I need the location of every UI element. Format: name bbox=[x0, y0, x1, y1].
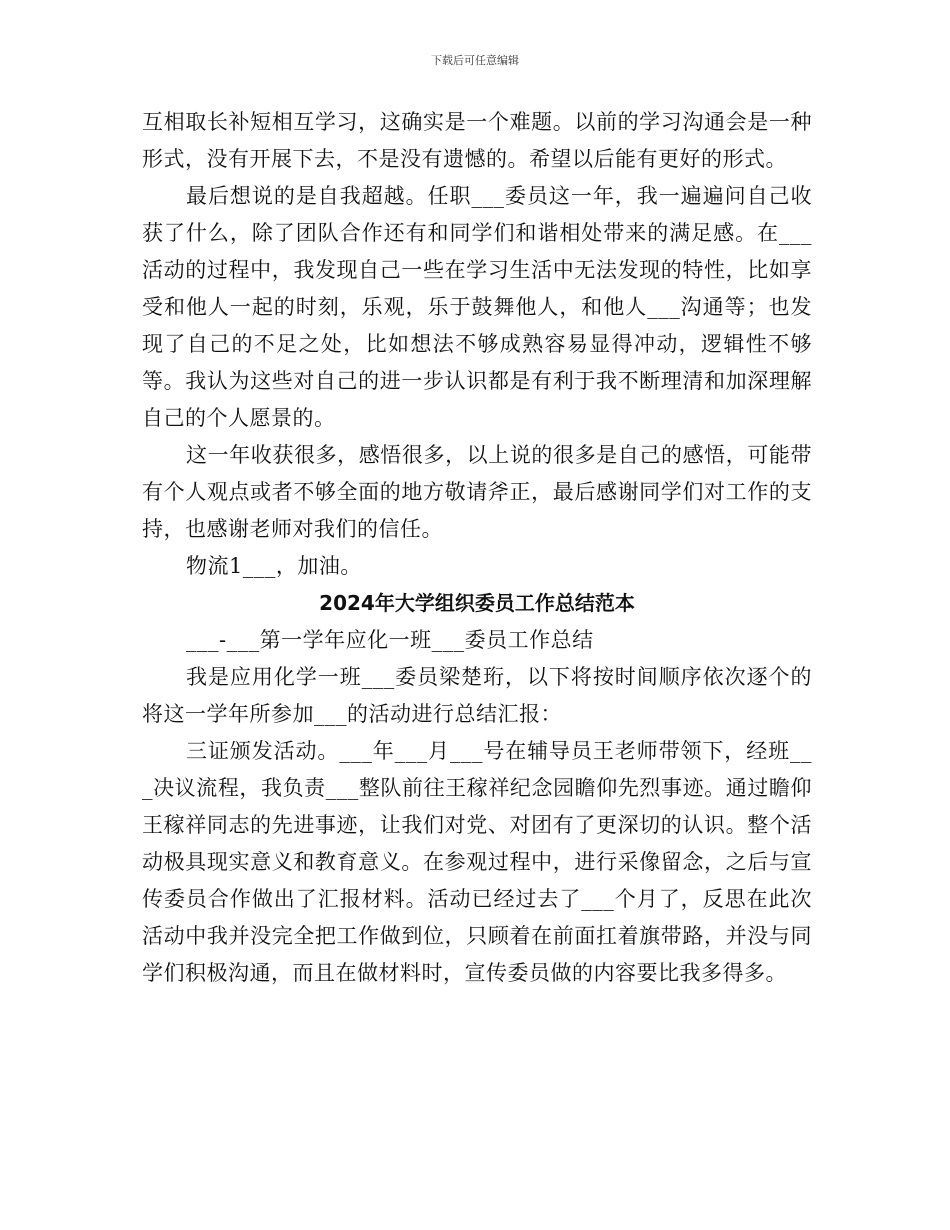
document-body bbox=[142, 104, 812, 992]
paragraph-gains: 这一年收获很多，感悟很多，以上说的很多是自己的感悟，可能带有个人观点或者不够全面的地方敬请斧正，最后感谢同学们对工作的支持，也感谢老师对我们的信任。 bbox=[142, 443, 812, 541]
section-title: 2024年大学组织委员工作总结范本 bbox=[319, 591, 635, 615]
paragraph-closing: 物流1___，加油。 bbox=[186, 554, 362, 578]
paragraph-subtitle: ___-___第一学年应化一班___委员工作总结 bbox=[186, 628, 594, 652]
paragraph-certificate-activity: 三证颁发活动。___年___月___号在辅导员王老师带领下，经班___决议流程，我负责___整队前往王稼祥纪念园瞻仰先烈事迹。通过瞻仰王稼祥同志的先进事迹，让我们对党、对团有了更深切的认识。整个活动极具现实意义和教育意义。在参观过程中，进行采像留念，之后与宣传委员合作做出了汇报材料。活动已经过去了___个月了，反思在此次活动中我并没完全把工作做到位，只顾着在前面扛着旗带路，并没与同学们积极沟通，而且在做材料时，宣传委员做的内容要比我多得多。 bbox=[142, 739, 812, 985]
paragraph-self-transcendence: 最后想说的是自我超越。任职___委员这一年，我一遍遍问自己收获了什么，除了团队合作还有和同学们和谐相处带来的满足感。在___活动的过程中，我发现自己一些在学习生活中无法发现的特性，比如享受和他人一起的时刻，乐观，乐于鼓舞他人，和他人___沟通等；也发现了自己的不足之处，比如想法不够成熟容易显得冲动，逻辑性不够等。我认为这些对自己的进一步认识都是有利于我不断理清和加深理解自己的个人愿景的。 bbox=[142, 184, 812, 430]
page-header: 下载后可任意编辑 bbox=[431, 54, 519, 67]
paragraph-continuation: 互相取长补短相互学习，这确实是一个难题。以前的学习沟通会是一种形式，没有开展下去，不是没有遗憾的。希望以后能有更好的形式。 bbox=[142, 110, 812, 171]
paragraph-introduction: 我是应用化学一班___委员梁楚珩，以下将按时间顺序依次逐个的将这一学年所参加___的活动进行总结汇报： bbox=[142, 665, 812, 726]
